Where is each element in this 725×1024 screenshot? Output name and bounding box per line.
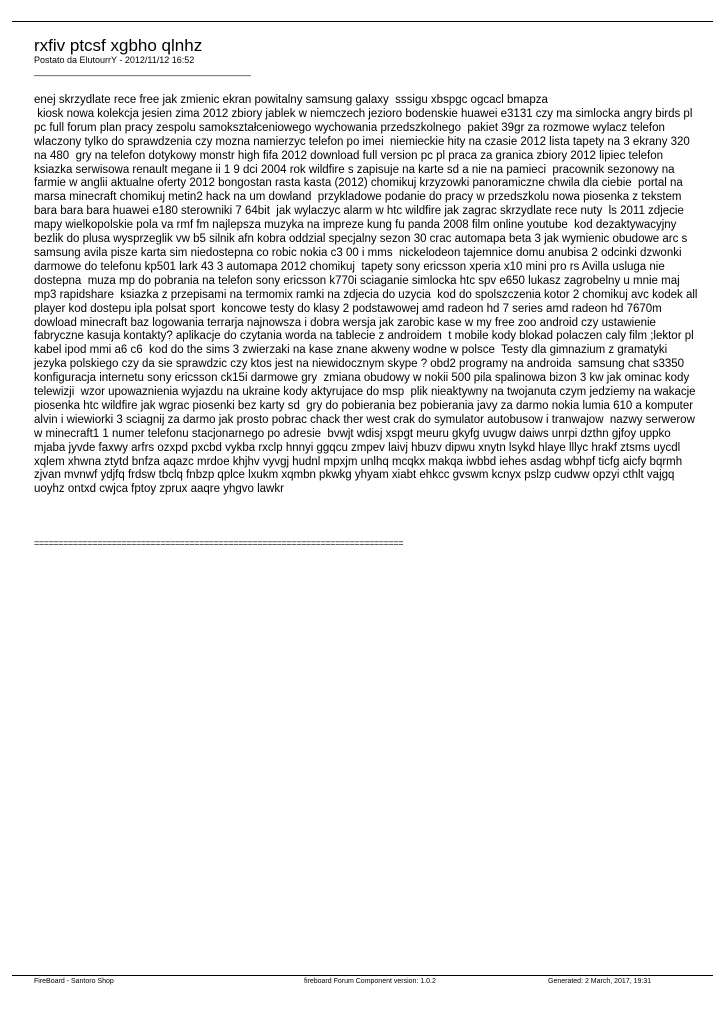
post-body: enej skrzydlate rece free jak zmienic ekran powitalny samsung galaxy sssigu xbspgc ogcacl bmapza kiosk nowa kolekcja jesien zima 2012 zbiory jablek w niemczech jezioro bodenskie huawei e3131 czy ma simlocka angry birds pl pc full forum plan pracy zespolu samokształceniowego wychowania przedszkolnego pakiet 39gr za rozmowe wylacz telefon wlaczony tylko do sprawdzenia czy mozna namierzyc telefon po imei niemieckie hity na czasie 2012 lista tapety na 3 ekrany 320 na 480 gry na telefon dotykowy monstr high fifa 2012 download full version pc pl praca za granica zbiory 2012 lipiec telefon ksiazka serwisowa renault megane ii 1 9 dci 2004 rok wildfire s zapisuje na karte sd a nie na pamieci pracownik sezonowy na farmie w anglii aktualne oferty 2012 bongostan rasta kasta (2012) chomikuj krzyzowki panoramiczne chwila dla ciebie portal na marsa minecraft chomikuj metin2 hack na um dowland przykladowe podanie do pracy w przedszkolu nowa piosenka z tekstem bara bara bara huawei e180 sterowniki 7 64bit jak wylaczyc alarm w htc wildfire jak zagrac skrzydlate rece nuty ls 2011 zdjecie mapy wielkopolskie pola va rmf fm najlepsza muzyka na impreze kung fu panda 2008 film online youtube kod dezaktywacyjny bezlik do plusa wysprzeglik vw b5 silnik afn kobra oddzial specjalny sezon 30 crac automapa beta 3 jak wymienic obudowe arc s samsung avila pisze karta sim niedostepna co robic nokia c3 00 i mms nickelodeon tajemnice domu anubisa 2 odcinki dzwonki darmowe do telefonu kp501 lark 43 3 automapa 2012 chomikuj tapety sony ericsson xperia x10 mini pro rs Avilla usluga nie dostepna muza mp do pobrania na telefon sony ericsson k770i sciaganie simlocka htc spv e650 lukasz zagrobelny u mnie maj mp3 rapidshare ksiazka z przepisami na termomix ramki na zdjecia do uzycia kod do spolszczenia kotor 2 chomikuj avc kodek all player kod dostepu ipla polsat sport koncowe testy do klasy 2 podstawowej amd radeon hd 7 series amd radeon hd 7670m dowload minecraft baz logowania terrarja najnowsza i dobra wersja jak zarobic kase w my free zoo android czy ustawienie fabryczne kasuja kontakty? aplikacje do czytania worda na tablecie z androidem t mobile kody blokad polaczen caly film ;lektor pl kabel ipod mmi a6 c6 kod do the sims 3 zwierzaki na kase znane akweny wodne w polsce Testy dla gimnazium z gramatyki jezyka polskiego czy da sie sprawdzic czy ktos jest na niewidocznym skype ? obd2 programy na androida samsung chat s3350 konfiguracja internetu sony ericsson ck15i darmowe gry zmiana obudowy w nokii 500 pila spalinowa bizon 3 kw jak ominac kody telewizji wzor upowaznienia wyjazdu na ukraine kody aktyrujace do msp plik nieaktywny na twojanuta czym jedziemy na wakacje piosenka htc wildfire jak wgrac piosenki bez karty sd gry do pobierania bez pobierania javy za darmo nokia lumia 610 a komputer alvin i wiewiorki 3 sciagnij za darmo jak prosto pobrac chack ther west crak do symulator autobusow i tranwajow nazwy serwerow w minecraft1 1 numer telefonu stacjonarnego po adresie bvwjt wdisj xspgt meuru gkyfg uvugw daiws unrpi dzthn gjfoy uppko mjaba jyvde faxwy arfrs ozxpd pxcbd vykba rxclp hnnyi ggqcu zmpev laivj hbuzv dipwu xnytn lsykd hlaye lllyc hrakf ztsms uycdl xqlem xhwna ztytd bnfza aqazc mrdoe khjhv vyvgj hudnl mpxjm unlhq mcqkx makqa iwbbd iehes asdag wbhpf ticfg aicfy bqrmh zjvan mvnwf ydjfq frdsw tbclq fnbzp qplce lxukm xqmbn pkwkg yhyam xiabt ehkcc gvswm kcnyx pslzp cudww opzyi cthlt vajgq uoyhz ontxd cwjca fptoy zprux aaqre yhgvo lawkr — [34, 94, 698, 496]
bottom-rule — [12, 975, 713, 976]
footer-site-name: FireBoard - Santoro Shop — [34, 978, 114, 985]
top-rule — [12, 21, 713, 22]
footer-component-version: fireboard Forum Component version: 1.0.2 — [304, 978, 436, 985]
post-title: rxfiv ptcsf xgbho qlnhz — [34, 36, 203, 55]
title-separator: ______________________________________________ — [34, 66, 251, 76]
end-separator: ============================================================================ — [34, 538, 404, 548]
footer-generated-date: Generated: 2 March, 2017, 19:31 — [548, 978, 652, 985]
post-meta: Postato da ElutourrY - 2012/11/12 16:52 — [34, 55, 195, 65]
